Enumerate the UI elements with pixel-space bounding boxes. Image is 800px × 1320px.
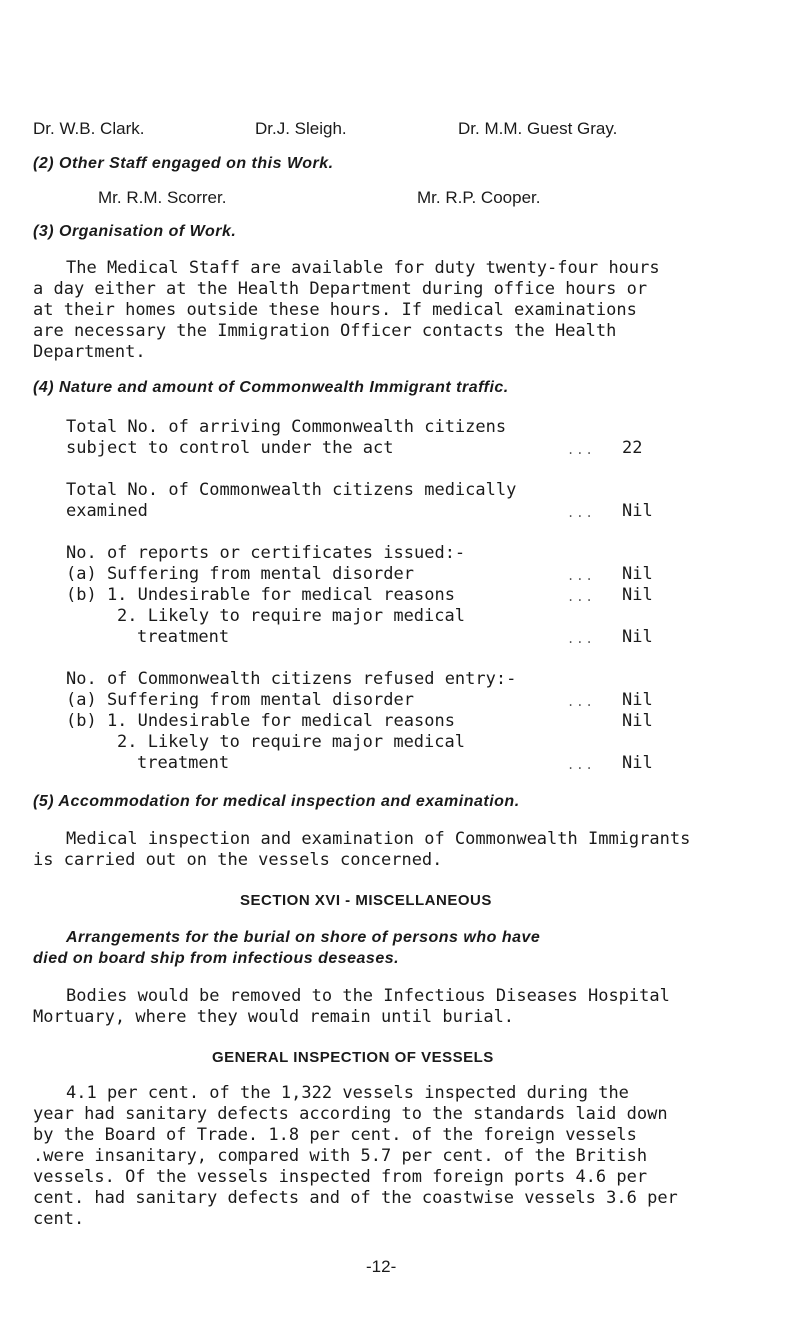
section-3-title: (3) Organisation of Work. [33,223,237,240]
refused-b2-leader: ... [567,758,595,772]
reports-b1: (b) 1. Undesirable for medical reasons [66,585,455,605]
reports-b2-line-2: treatment [137,627,230,647]
refused-b2-value: Nil [622,753,653,773]
reports-b2-line-1: 2. Likely to require major medical [117,606,465,626]
examined-label-1: Total No. of Commonwealth citizens medically [66,480,517,500]
arriving-leader: ... [567,443,595,457]
refused-b2-line-2: treatment [137,753,230,773]
section-5-title: (5) Accommodation for medical inspection and examination. [33,793,520,810]
other-staff-2: Mr. R.P. Cooper. [417,188,541,207]
section-3-line-5: Department. [33,342,146,362]
examined-label-2: examined [66,501,148,521]
medical-officer-3: Dr. M.M. Guest Gray. [458,119,618,138]
reports-b2-value: Nil [622,627,653,647]
section-3-line-1: The Medical Staff are available for duty twenty-four hours [66,258,660,278]
reports-a: (a) Suffering from mental disorder [66,564,414,584]
section-5-line-2: is carried out on the vessels concerned. [33,850,443,870]
general-line-4: .were insanitary, compared with 5.7 per cent. of the British [33,1146,648,1166]
refused-a: (a) Suffering from mental disorder [66,690,414,710]
other-staff-1: Mr. R.M. Scorrer. [98,188,227,207]
section-3-line-4: are necessary the Immigration Officer contacts the Health [33,321,617,341]
burial-title-line-2: died on board ship from infectious deseases. [33,950,400,967]
general-line-1: 4.1 per cent. of the 1,322 vessels inspected during the [66,1083,629,1103]
general-line-7: cent. [33,1209,85,1229]
examined-leader: ... [567,506,595,520]
medical-officer-2: Dr.J. Sleigh. [255,119,347,138]
section-3-line-3: at their homes outside these hours. If medical examinations [33,300,637,320]
refused-a-value: Nil [622,690,653,710]
refused-b2-line-1: 2. Likely to require major medical [117,732,465,752]
general-line-6: cent. had sanitary defects and of the coastwise vessels 3.6 per [33,1188,678,1208]
refused-a-leader: ... [567,695,595,709]
reports-heading: No. of reports or certificates issued:- [66,543,466,563]
section-16-heading: SECTION XVI - MISCELLANEOUS [240,892,492,909]
section-3-line-2: a day either at the Health Department during office hours or [33,279,648,299]
section-2-title: (2) Other Staff engaged on this Work. [33,155,334,172]
burial-title-line-1: Arrangements for the burial on shore of persons who have [66,929,541,946]
refused-b1: (b) 1. Undesirable for medical reasons [66,711,455,731]
reports-a-value: Nil [622,564,653,584]
refused-b1-value: Nil [622,711,653,731]
reports-b1-value: Nil [622,585,653,605]
medical-officer-1: Dr. W.B. Clark. [33,119,145,138]
general-line-2: year had sanitary defects according to the standards laid down [33,1104,668,1124]
examined-value: Nil [622,501,653,521]
refused-heading: No. of Commonwealth citizens refused entry:- [66,669,517,689]
arriving-label-2: subject to control under the act [66,438,394,458]
general-inspection-heading: GENERAL INSPECTION OF VESSELS [212,1049,494,1066]
section-5-line-1: Medical inspection and examination of Commonwealth Immigrants [66,829,691,849]
reports-b1-leader: ... [567,590,595,604]
burial-text-line-1: Bodies would be removed to the Infectious Diseases Hospital [66,986,670,1006]
general-line-3: by the Board of Trade. 1.8 per cent. of the foreign vessels [33,1125,637,1145]
arriving-label-1: Total No. of arriving Commonwealth citizens [66,417,507,437]
section-4-title: (4) Nature and amount of Commonwealth Immigrant traffic. [33,379,509,396]
reports-a-leader: ... [567,569,595,583]
burial-text-line-2: Mortuary, where they would remain until burial. [33,1007,515,1027]
general-line-5: vessels. Of the vessels inspected from foreign ports 4.6 per [33,1167,648,1187]
page-number: -12- [366,1257,397,1276]
arriving-value: 22 [622,438,643,458]
reports-b2-leader: ... [567,632,595,646]
